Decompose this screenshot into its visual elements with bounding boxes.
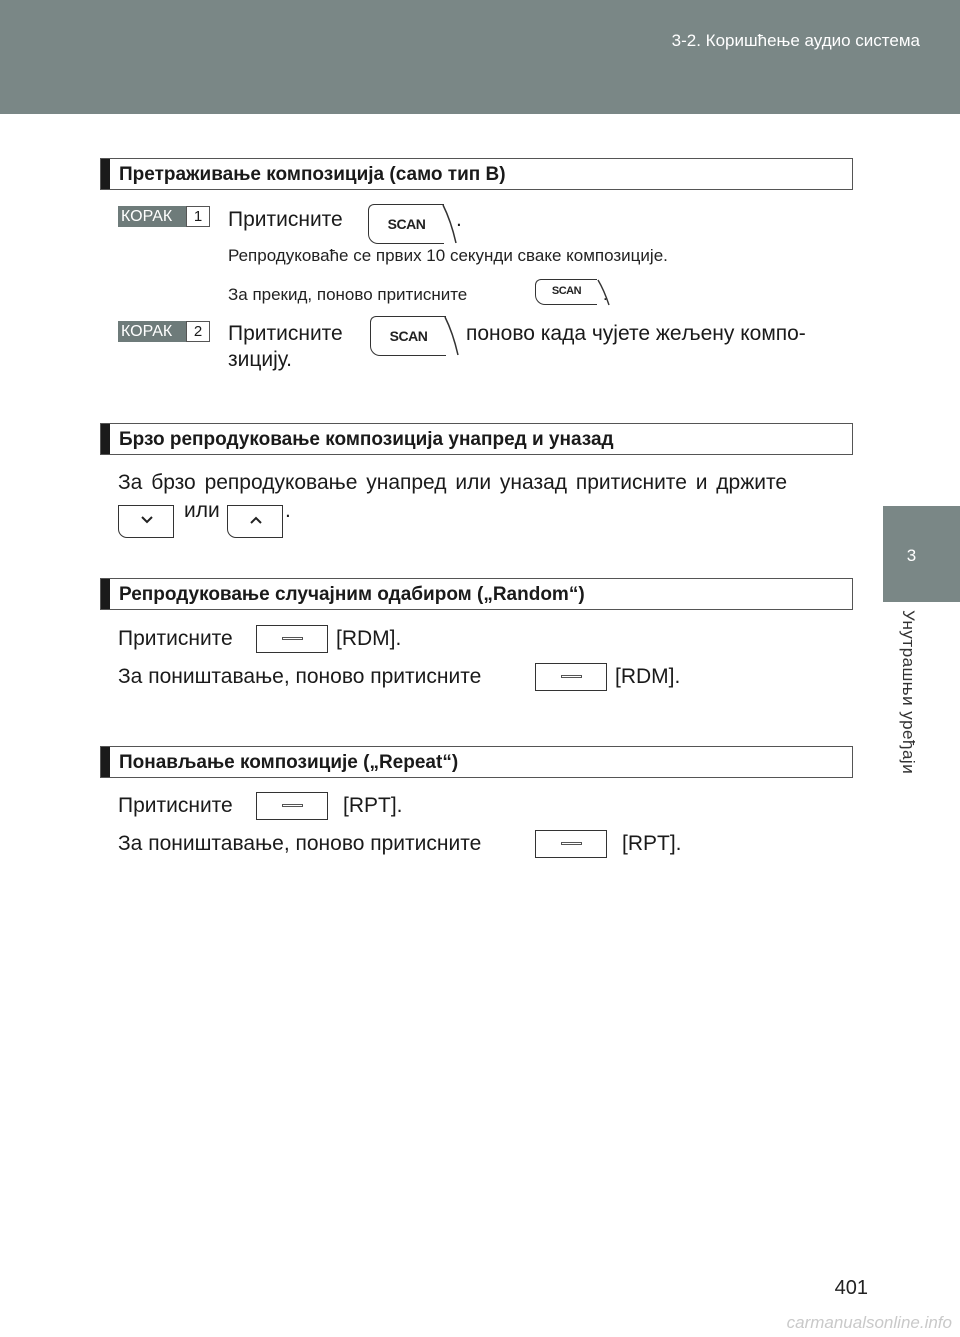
scan-button-icon	[370, 316, 446, 356]
chevron-down-icon	[141, 516, 153, 524]
body-text: Притисните	[118, 794, 233, 817]
body-text: За поништавање, поново притисните	[118, 665, 482, 688]
scan-label: SCAN	[551, 285, 582, 297]
scan-button-icon	[368, 204, 444, 244]
rpt-button-icon	[256, 792, 328, 820]
step-note: Репродуковаће се првих 10 секунди сваке композиције.	[228, 246, 668, 265]
side-tab[interactable]	[883, 506, 960, 602]
rdm-button-icon	[535, 663, 607, 691]
chevron-up-icon	[250, 516, 262, 524]
step-text: Притисните	[228, 322, 343, 345]
section-title: Претраживање композиција (само тип B)	[119, 164, 506, 185]
scan-button-icon	[535, 279, 597, 305]
body-text: [RDM].	[336, 627, 402, 650]
section-header-repeat	[100, 746, 853, 778]
page-number: 401	[834, 1277, 868, 1299]
section-header-fast	[100, 423, 853, 455]
body-text: За поништавање, поново притисните	[118, 832, 482, 855]
step-text: поново када чујете жељену компо-	[466, 322, 806, 345]
body-text: За брзо репродуковање унапред или уназад притисните и држите	[118, 471, 788, 494]
rdm-button-icon	[256, 625, 328, 653]
step-label: КОРАК	[118, 321, 186, 342]
side-label	[898, 610, 930, 810]
scan-label: SCAN	[387, 216, 426, 232]
body-text: Притисните	[118, 627, 233, 650]
section-header-random	[100, 578, 853, 610]
watermark: carmanualsonline.info	[786, 1313, 952, 1332]
side-label-text: Унутрашњи уређаји	[899, 610, 918, 775]
step-note: За прекид, поново притисните	[228, 285, 468, 304]
seek-up-button-icon	[227, 505, 283, 538]
section-title: Брзо репродуковање композиција унапред и уназад	[119, 429, 614, 450]
step-number: 2	[186, 321, 210, 342]
body-text: [RDM].	[615, 665, 681, 688]
step-badge	[118, 321, 210, 342]
body-text: [RPT].	[343, 794, 403, 817]
body-text: или	[184, 499, 220, 522]
step-text: зицију.	[228, 348, 293, 371]
body-text: [RPT].	[622, 832, 682, 855]
section-title: Понављање композиције („Repeat“)	[119, 752, 459, 773]
section-header-search	[100, 158, 853, 190]
section-title: Репродуковање случајним одабиром („Random“)	[119, 584, 585, 605]
chapter-title: 3-2. Коришћење аудио система	[671, 31, 920, 50]
rpt-button-icon	[535, 830, 607, 858]
step-badge	[118, 206, 210, 227]
step-number: 1	[186, 206, 210, 227]
seek-down-button-icon	[118, 505, 174, 538]
scan-label: SCAN	[389, 328, 428, 344]
header-bar	[0, 0, 960, 114]
step-label: КОРАК	[118, 206, 186, 227]
step-text: Притисните	[228, 208, 343, 231]
side-tab-number: 3	[906, 546, 917, 565]
